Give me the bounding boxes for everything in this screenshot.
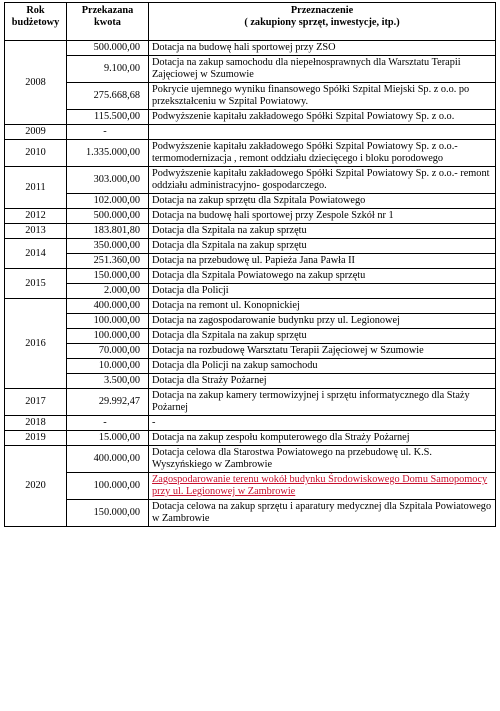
table-row bbox=[5, 269, 496, 284]
description-cell: Dotacja na zakup samochodu dla niepełnosprawnych dla Warsztatu Terapii Zajęciowej w Szumowie bbox=[149, 56, 496, 83]
table-row bbox=[5, 140, 496, 167]
amount-cell: 150.000,00 bbox=[67, 269, 149, 284]
amount-cell: 10.000,00 bbox=[67, 359, 149, 374]
description-cell: Podwyższenie kapitału zakładowego Spółki Szpital Powiatowy Sp. z o.o.- termomodernizacja , remont oddziału dziecięcego i bloku porodowego bbox=[149, 140, 496, 167]
description-cell: Dotacja na budowę hali sportowej przy Zespole Szkół nr 1 bbox=[149, 209, 496, 224]
amount-cell: 102.000,00 bbox=[67, 194, 149, 209]
description-cell: Dotacja na zagospodarowanie budynku przy ul. Legionowej bbox=[149, 314, 496, 329]
amount-cell: 183.801,80 bbox=[67, 224, 149, 239]
table-row bbox=[5, 284, 496, 299]
description-cell: Dotacja dla Policji bbox=[149, 284, 496, 299]
amount-cell: 251.360,00 bbox=[67, 254, 149, 269]
amount-cell: 150.000,00 bbox=[67, 500, 149, 527]
description-cell: Dotacja dla Szpitala Powiatowego na zakup sprzętu bbox=[149, 269, 496, 284]
table-row bbox=[5, 389, 496, 416]
header-year: Rok budżetowy bbox=[5, 3, 67, 41]
year-cell: 2010 bbox=[5, 140, 67, 167]
description-cell: Dotacja na przebudowę ul. Papieża Jana Pawła II bbox=[149, 254, 496, 269]
table-row bbox=[5, 110, 496, 125]
table-row bbox=[5, 224, 496, 239]
year-cell: 2018 bbox=[5, 416, 67, 431]
table-row bbox=[5, 329, 496, 344]
year-cell: 2014 bbox=[5, 239, 67, 269]
amount-cell: 400.000,00 bbox=[67, 446, 149, 473]
table-row bbox=[5, 431, 496, 446]
header-amount: Przekazana kwota bbox=[67, 3, 149, 41]
amount-cell: 400.000,00 bbox=[67, 299, 149, 314]
table-row bbox=[5, 125, 496, 140]
budget-table bbox=[4, 2, 496, 527]
table-row bbox=[5, 56, 496, 83]
amount-cell: 1.335.000,00 bbox=[67, 140, 149, 167]
header-row bbox=[5, 3, 496, 41]
table-row bbox=[5, 446, 496, 473]
year-cell: 2009 bbox=[5, 125, 67, 140]
table-row bbox=[5, 374, 496, 389]
amount-cell: 100.000,00 bbox=[67, 314, 149, 329]
table-row bbox=[5, 239, 496, 254]
table-row bbox=[5, 416, 496, 431]
description-cell: Pokrycie ujemnego wyniku finansowego Spółki Szpital Miejski Sp. z o.o. po przekształceniu w Szpital Powiatowy. bbox=[149, 83, 496, 110]
description-cell: Dotacja dla Policji na zakup samochodu bbox=[149, 359, 496, 374]
year-cell: 2020 bbox=[5, 446, 67, 527]
table-row bbox=[5, 500, 496, 527]
amount-cell: 350.000,00 bbox=[67, 239, 149, 254]
amount-cell: - bbox=[67, 416, 149, 431]
table-row bbox=[5, 344, 496, 359]
description-cell: Podwyższenie kapitału zakładowego Spółki Szpital Powiatowy Sp. z o.o. bbox=[149, 110, 496, 125]
year-cell: 2012 bbox=[5, 209, 67, 224]
year-cell: 2015 bbox=[5, 269, 67, 299]
description-cell: Dotacja na zakup zespołu komputerowego dla Straży Pożarnej bbox=[149, 431, 496, 446]
amount-cell: 70.000,00 bbox=[67, 344, 149, 359]
year-cell: 2013 bbox=[5, 224, 67, 239]
amount-cell: 15.000,00 bbox=[67, 431, 149, 446]
amount-cell: 9.100,00 bbox=[67, 56, 149, 83]
description-cell: - bbox=[149, 416, 496, 431]
year-cell: 2019 bbox=[5, 431, 67, 446]
table-row bbox=[5, 314, 496, 329]
table-row bbox=[5, 209, 496, 224]
table-row bbox=[5, 41, 496, 56]
amount-cell: 500.000,00 bbox=[67, 209, 149, 224]
amount-cell: - bbox=[67, 125, 149, 140]
year-cell: 2008 bbox=[5, 41, 67, 125]
amount-cell: 500.000,00 bbox=[67, 41, 149, 56]
description-cell: Dotacja dla Straży Pożarnej bbox=[149, 374, 496, 389]
description-cell: Dotacja na zakup kamery termowizyjnej i sprzętu informatycznego dla Staży Pożarnej bbox=[149, 389, 496, 416]
description-cell: Dotacja na remont ul. Konopnickiej bbox=[149, 299, 496, 314]
description-cell: Dotacja na rozbudowę Warsztatu Terapii Zajęciowej w Szumowie bbox=[149, 344, 496, 359]
amount-cell: 2.000,00 bbox=[67, 284, 149, 299]
description-cell: Dotacja celowa dla Starostwa Powiatowego na przebudowę ul. K.S. Wyszyńskiego w Zambrowie bbox=[149, 446, 496, 473]
description-cell: Dotacja dla Szpitala na zakup sprzętu bbox=[149, 239, 496, 254]
amount-cell: 115.500,00 bbox=[67, 110, 149, 125]
table-row bbox=[5, 167, 496, 194]
year-cell: 2017 bbox=[5, 389, 67, 416]
description-cell: Dotacja dla Szpitala na zakup sprzętu bbox=[149, 329, 496, 344]
table-row bbox=[5, 194, 496, 209]
description-cell bbox=[149, 125, 496, 140]
table-row bbox=[5, 299, 496, 314]
table-row bbox=[5, 473, 496, 500]
table-row bbox=[5, 359, 496, 374]
description-cell: Dotacja na zakup sprzętu dla Szpitala Powiatowego bbox=[149, 194, 496, 209]
amount-cell: 303.000,00 bbox=[67, 167, 149, 194]
description-cell-highlighted: Zagospodarowanie terenu wokół budynku Środowiskowego Domu Samopomocy przy ul. Legionowej w Zambrowie bbox=[149, 473, 496, 500]
amount-cell: 100.000,00 bbox=[67, 329, 149, 344]
amount-cell: 100.000,00 bbox=[67, 473, 149, 500]
description-cell: Dotacja na budowę hali sportowej przy ZSO bbox=[149, 41, 496, 56]
header-purpose bbox=[149, 3, 496, 41]
table-row bbox=[5, 254, 496, 269]
year-cell: 2011 bbox=[5, 167, 67, 209]
header-purpose-title: Przeznaczenie bbox=[290, 5, 354, 16]
header-purpose-subtitle: ( zakupiony sprzęt, inwestycje, itp.) bbox=[244, 17, 400, 28]
amount-cell: 3.500,00 bbox=[67, 374, 149, 389]
amount-cell: 29.992,47 bbox=[67, 389, 149, 416]
description-cell: Dotacja celowa na zakup sprzętu i aparatury medycznej dla Szpitala Powiatowego w Zambrowie bbox=[149, 500, 496, 527]
amount-cell: 275.668,68 bbox=[67, 83, 149, 110]
description-cell: Dotacja dla Szpitala na zakup sprzętu bbox=[149, 224, 496, 239]
year-cell: 2016 bbox=[5, 299, 67, 389]
table-row bbox=[5, 83, 496, 110]
description-cell: Podwyższenie kapitału zakładowego Spółki Szpital Powiatowy Sp. z o.o.- remont oddziału administracyjno- gospodarczego. bbox=[149, 167, 496, 194]
